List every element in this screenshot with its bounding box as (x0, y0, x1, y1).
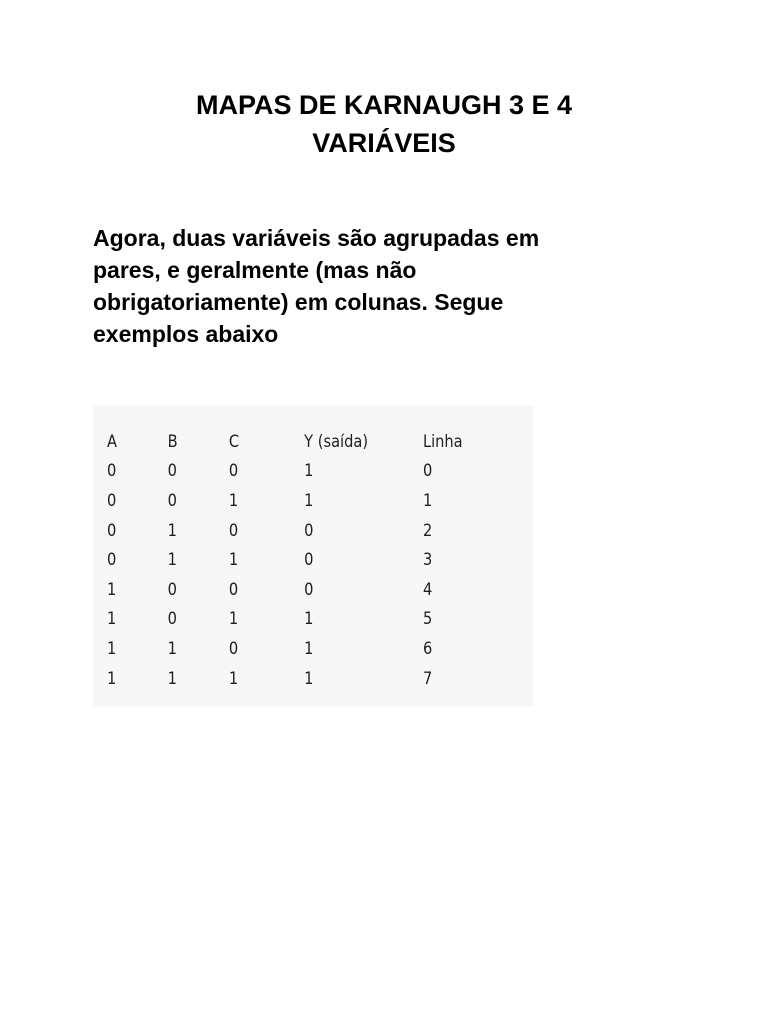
cell-a: 1 (107, 609, 117, 630)
cell-y: 1 (304, 609, 314, 630)
truth-table-header-row (107, 427, 473, 457)
cell-line: 4 (422, 579, 433, 600)
intro-line-4: exemplos abaixo (93, 321, 279, 347)
cell-y: 1 (304, 638, 314, 659)
intro-paragraph (93, 222, 653, 350)
cell-b: 0 (167, 490, 177, 511)
truth-table-body (107, 457, 473, 694)
cell-line: 0 (422, 461, 433, 482)
cell-a: 0 (107, 520, 117, 541)
page-title-line-2: VARIÁVEIS (312, 128, 456, 158)
header-c: C (228, 431, 240, 452)
table-row (107, 545, 473, 575)
header-y-output: Y (saída) (304, 431, 369, 452)
cell-c: 1 (228, 550, 239, 571)
cell-line: 5 (422, 609, 433, 630)
cell-b: 0 (167, 579, 177, 600)
cell-c: 1 (228, 668, 239, 689)
header-line: Linha (422, 431, 463, 452)
cell-y: 1 (304, 668, 314, 689)
cell-y: 1 (304, 461, 314, 482)
cell-a: 1 (107, 668, 117, 689)
cell-y: 1 (304, 490, 314, 511)
table-row (107, 605, 473, 635)
cell-a: 1 (107, 638, 117, 659)
cell-line: 3 (422, 550, 433, 571)
cell-b: 1 (167, 520, 177, 541)
cell-line: 1 (422, 490, 433, 511)
intro-line-3: obrigatoriamente) em colunas. Segue (93, 289, 504, 315)
cell-a: 0 (107, 490, 117, 511)
header-a: A (107, 431, 118, 452)
cell-c: 0 (228, 638, 239, 659)
cell-b: 0 (167, 461, 177, 482)
intro-line-1: Agora, duas variáveis são agrupadas em (93, 225, 540, 251)
table-row (107, 664, 473, 694)
cell-b: 0 (167, 609, 177, 630)
cell-line: 7 (422, 668, 433, 689)
cell-line: 6 (422, 638, 433, 659)
cell-y: 0 (304, 520, 314, 541)
truth-table-figure (93, 405, 533, 707)
cell-a: 0 (107, 550, 117, 571)
truth-table (107, 427, 473, 693)
table-row (107, 575, 473, 605)
page-title-line-1: MAPAS DE KARNAUGH 3 E 4 (195, 90, 573, 120)
table-row (107, 486, 473, 516)
table-row (107, 634, 473, 664)
cell-c: 0 (228, 579, 239, 600)
cell-c: 0 (228, 520, 239, 541)
cell-c: 1 (228, 609, 239, 630)
page-title (0, 86, 768, 162)
cell-y: 0 (304, 579, 314, 600)
table-row (107, 516, 473, 546)
cell-a: 1 (107, 579, 117, 600)
header-b: B (167, 431, 178, 452)
cell-c: 0 (228, 461, 239, 482)
cell-b: 1 (167, 550, 177, 571)
cell-c: 1 (228, 490, 239, 511)
intro-line-2: pares, e geralmente (mas não (93, 257, 417, 283)
cell-line: 2 (422, 520, 433, 541)
cell-b: 1 (167, 638, 177, 659)
cell-y: 0 (304, 550, 314, 571)
cell-b: 1 (167, 668, 177, 689)
table-row (107, 457, 473, 487)
cell-a: 0 (107, 461, 117, 482)
